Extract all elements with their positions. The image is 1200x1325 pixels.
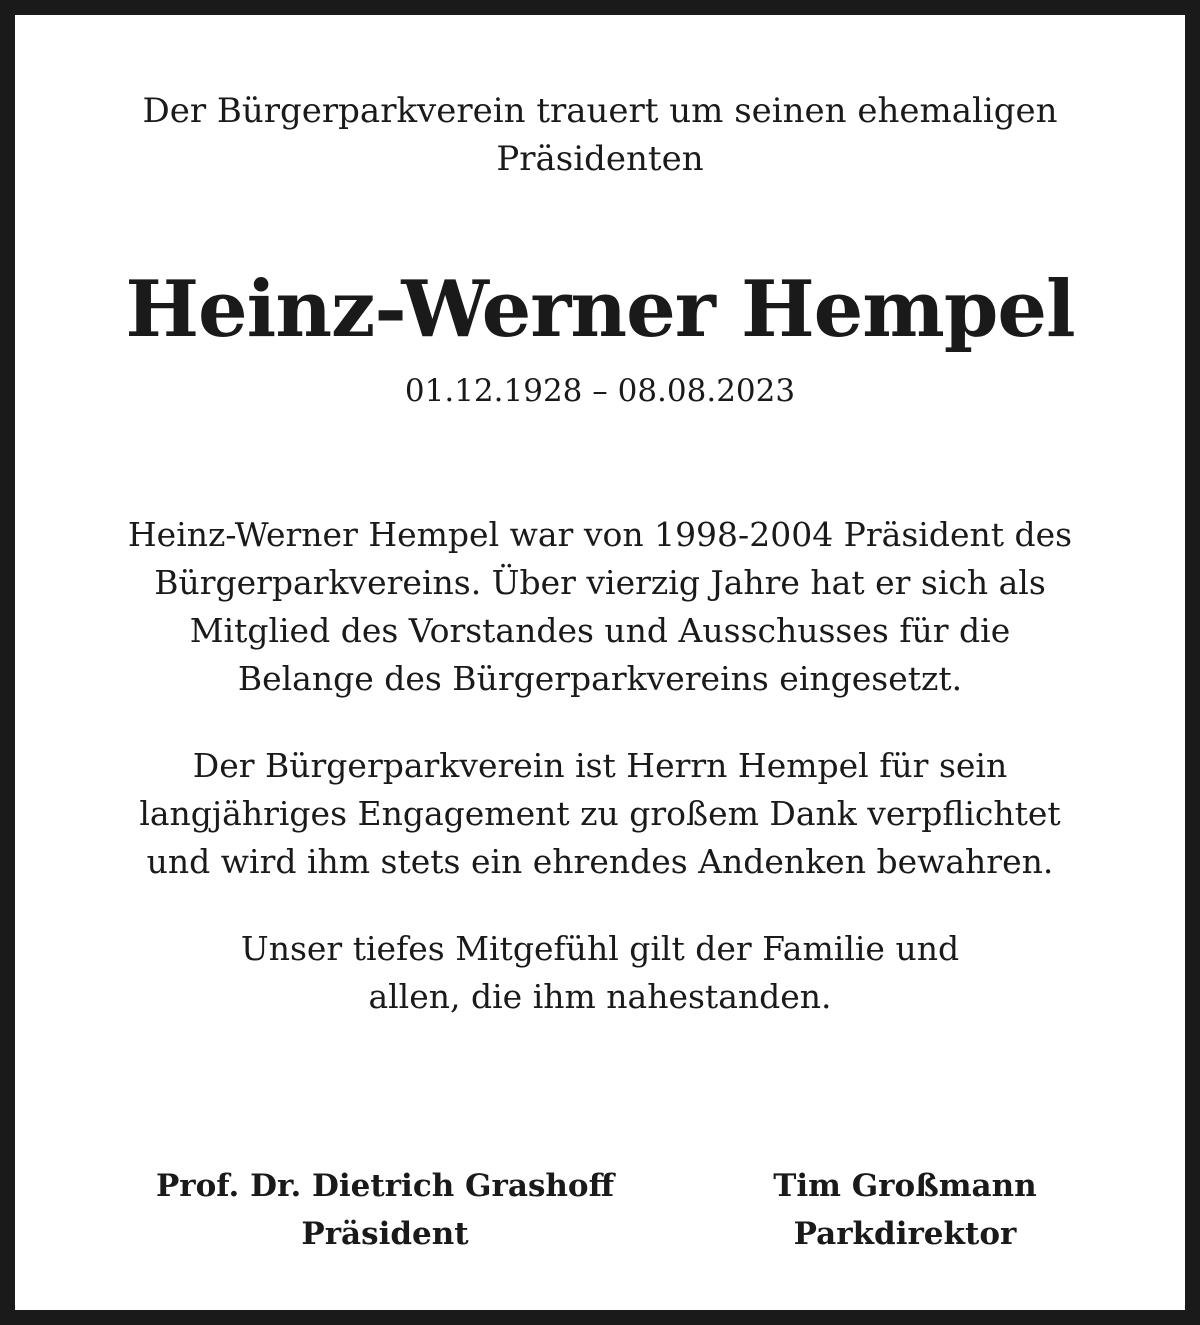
signatory-president <box>135 1162 635 1258</box>
paragraph-line: Mitglied des Vorstandes und Ausschusses für die <box>189 611 1011 650</box>
paragraph-gratitude <box>15 742 1185 886</box>
intro-text <box>15 87 1185 183</box>
signatory-title: Präsident <box>301 1216 469 1252</box>
paragraph-line: allen, die ihm nahestanden. <box>368 977 832 1016</box>
paragraph-line: Der Bürgerparkverein ist Herrn Hempel für sein <box>192 746 1008 785</box>
paragraph-line: Bürgerparkvereins. Über vierzig Jahre hat er sich als <box>154 563 1046 602</box>
paragraph-line: langjähriges Engagement zu großem Dank verpflichtet <box>139 794 1061 833</box>
paragraph-biography <box>15 511 1185 703</box>
signatory-name: Tim Großmann <box>773 1168 1037 1204</box>
deceased-name: Heinz-Werner Hempel <box>125 264 1075 355</box>
signatory-name: Prof. Dr. Dietrich Grashoff <box>155 1168 615 1204</box>
intro-line: Präsidenten <box>496 139 704 179</box>
paragraph-condolence <box>15 925 1185 1021</box>
intro-line: Der Bürgerparkverein trauert um seinen ehemaligen <box>142 91 1058 131</box>
paragraph-line: Belange des Bürgerparkvereins eingesetzt. <box>237 659 963 698</box>
paragraph-line: und wird ihm stets ein ehrendes Andenken bewahren. <box>146 842 1054 881</box>
signatory-title: Parkdirektor <box>793 1216 1017 1252</box>
signatory-park-director <box>695 1162 1115 1258</box>
life-dates: 01.12.1928 – 08.08.2023 <box>404 373 796 409</box>
paragraph-line: Heinz-Werner Hempel war von 1998-2004 Präsident des <box>127 515 1073 554</box>
paragraph-line: Unser tiefes Mitgefühl gilt der Familie und <box>240 929 960 968</box>
